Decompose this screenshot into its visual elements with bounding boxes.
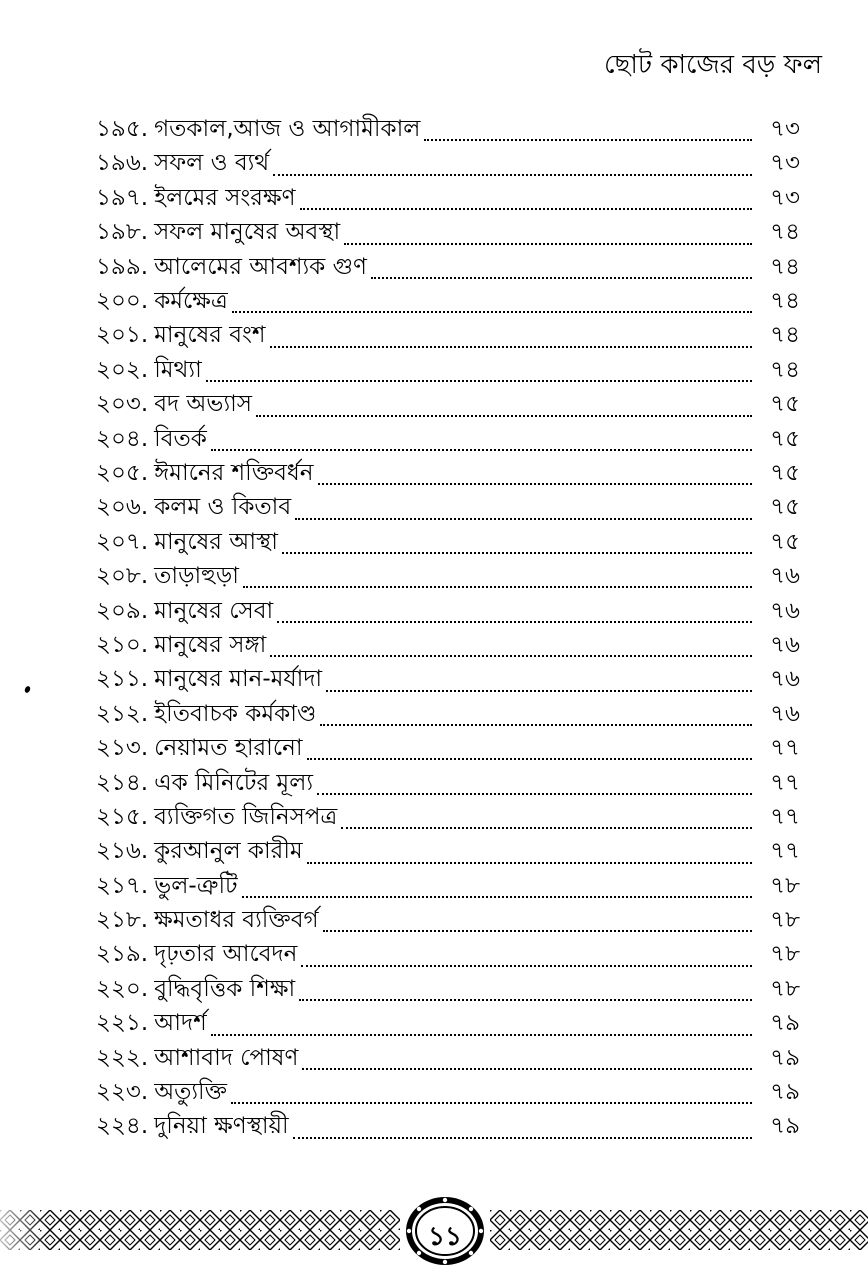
dotted-leader: [256, 415, 752, 417]
toc-entry-page: ৭৬: [770, 563, 800, 590]
toc-entry: [96, 108, 800, 142]
toc-entry-number: ২১২.: [96, 700, 149, 727]
toc-entry: [96, 658, 800, 692]
toc-entry-number: ২২১.: [96, 1010, 149, 1037]
toc-entry-number: ২১৮.: [96, 907, 149, 934]
toc-entry-number: ২২০.: [96, 975, 149, 1002]
toc-entry-title: মানুষের আস্থা: [154, 528, 278, 555]
toc-entry-number: ২১৬.: [96, 838, 149, 865]
toc-entry: [96, 452, 800, 486]
toc-entry: [96, 521, 800, 555]
toc-entry-page: ৭৩: [770, 116, 800, 143]
toc-entry: [96, 624, 800, 658]
toc-entry: [96, 1105, 800, 1139]
toc-entry-title: বদ অভ্যাস: [154, 391, 252, 418]
toc-entry-number: ২০৭.: [96, 528, 149, 555]
toc-entry-number: ২০৫.: [96, 460, 149, 486]
toc-entry-page: ৭৫: [770, 425, 800, 452]
toc-entry: [96, 761, 800, 795]
toc-entry-page: ৭৮: [770, 975, 800, 1002]
toc-entry-number: ২০২.: [96, 356, 149, 383]
toc-entry-page: ৭৮: [770, 907, 800, 934]
toc-entry-title: বিতর্ক: [154, 425, 207, 452]
toc-entry-title: কুরআনুল কারীম: [154, 838, 303, 865]
toc-entry-title: নেয়ামত হারানো: [154, 735, 303, 762]
dotted-leader: [318, 483, 753, 485]
dotted-leader: [326, 690, 752, 692]
toc-entry: [96, 968, 800, 1002]
toc-entry: [96, 693, 800, 727]
toc-entry: [96, 1002, 800, 1036]
toc-entry-page: ৭৬: [770, 700, 800, 727]
toc-entry-title: দৃঢ়তার আবেদন: [154, 941, 298, 968]
toc-entry: [96, 280, 800, 314]
toc-entry-page: ৭৫: [770, 460, 800, 486]
dotted-leader: [299, 999, 752, 1001]
dotted-leader: [344, 243, 752, 245]
toc-entry-title: মানুষের সঙ্গা: [154, 631, 267, 658]
toc-entry-title: ক্ষমতাধর ব্যক্তিবর্গ: [154, 907, 319, 934]
toc-entry-page: ৭৬: [770, 597, 800, 624]
toc-entry-page: ৭৯: [770, 1044, 800, 1071]
toc-entry-title: আশাবাদ পোষণ: [154, 1044, 299, 1071]
dotted-leader: [277, 621, 752, 623]
dotted-leader: [243, 586, 752, 588]
lattice-border-right: [490, 1210, 868, 1250]
toc-entry-page: ৭৪: [770, 356, 800, 383]
toc-entry-page: ৭৪: [770, 253, 800, 280]
toc-entry-title: সফল ও ব্যর্থ: [154, 150, 270, 177]
toc-entry-title: সফল মানুষের অবস্থা: [154, 219, 341, 246]
toc-entry-page: ৭৬: [770, 666, 800, 693]
toc-entry: [96, 899, 800, 933]
toc-entry-title: তাড়াহুড়া: [154, 563, 239, 590]
toc-entry-page: ৭৩: [770, 184, 800, 211]
toc-entry-page: ৭৫: [770, 391, 800, 418]
toc-entry-number: ২০৮.: [96, 563, 149, 590]
toc-entry-page: ৭৫: [770, 528, 800, 555]
toc-entry-page: ৭৪: [770, 219, 800, 246]
dotted-leader: [232, 311, 752, 313]
toc-entry: [96, 246, 800, 280]
dotted-leader: [293, 1137, 752, 1139]
toc-entry-title: ভুল-ত্রুটি: [154, 872, 238, 899]
toc-entry-title: ব্যক্তিগত জিনিসপত্র: [154, 803, 338, 830]
toc-entry: [96, 383, 800, 417]
toc-entry: [96, 211, 800, 245]
dotted-leader: [341, 827, 752, 829]
toc-entry: [96, 314, 800, 348]
toc-entry-page: ৭৮: [770, 941, 800, 968]
toc-entry-page: ৭৮: [770, 872, 800, 899]
toc-entry-page: ৭৯: [770, 1113, 800, 1140]
toc-entry-title: আলেমের আবশ্যক গুণ: [154, 253, 367, 280]
toc-entry-page: ৭৫: [770, 494, 800, 521]
dotted-leader: [242, 896, 752, 898]
toc-entry-page: ৭৪: [770, 288, 800, 315]
dotted-leader: [302, 1068, 752, 1070]
toc-entry-page: ৭৭: [770, 769, 800, 796]
toc-entry: [96, 142, 800, 176]
toc-entry-number: ২১৪.: [96, 769, 149, 796]
running-header: ছোট কাজের বড় ফল: [604, 50, 822, 80]
toc-entry-number: ২১১.: [96, 666, 149, 693]
lattice-border-left: [0, 1210, 400, 1250]
toc-entry: [96, 589, 800, 623]
page-footer: [0, 1192, 868, 1271]
toc-entry: [96, 349, 800, 383]
toc-entry-number: ১৯৭.: [96, 184, 149, 211]
dotted-leader: [270, 346, 752, 348]
toc-entry-number: ২১৩.: [96, 735, 149, 762]
dotted-leader: [317, 793, 752, 795]
toc-entry-title: বুদ্ধিবৃত্তিক শিক্ষা: [154, 975, 296, 1002]
dotted-leader: [300, 208, 753, 210]
toc-entry-page: ৭৬: [770, 631, 800, 658]
toc-entry-title: কর্মক্ষেত্র: [154, 288, 228, 315]
toc-entry-title: ইতিবাচক কর্মকাণ্ড: [154, 700, 317, 727]
dotted-leader: [320, 724, 752, 726]
toc-entry-title: মানুষের মান-মর্যাদা: [154, 666, 323, 693]
dotted-leader: [211, 1034, 752, 1036]
stray-ink-mark: [24, 685, 31, 693]
toc-entry-number: ১৯৬.: [96, 150, 149, 177]
toc-entry: [96, 1071, 800, 1105]
page-number: ১১: [428, 1222, 462, 1252]
toc-entry: [96, 418, 800, 452]
toc-entry-title: মিথ্যা: [154, 356, 202, 383]
toc-entry-number: ২০৬.: [96, 494, 149, 521]
dotted-leader: [301, 965, 752, 967]
dotted-leader: [371, 277, 752, 279]
toc-entry-number: ২০০.: [96, 288, 149, 315]
toc-entry-title: গতকাল,আজ ও আগামীকাল: [154, 116, 421, 143]
toc-entry-page: ৭৩: [770, 150, 800, 177]
toc-entry-number: ২০৪.: [96, 425, 149, 452]
dotted-leader: [273, 174, 752, 176]
toc-entry-number: ২২২.: [96, 1044, 149, 1071]
toc-entry-title: আদর্শ: [154, 1010, 207, 1037]
toc-entry-page: ৭৪: [770, 322, 800, 349]
dotted-leader: [307, 862, 752, 864]
toc-entry-number: ২০৩.: [96, 391, 149, 418]
toc-entry-number: ২২৪.: [96, 1113, 149, 1140]
toc-entry-title: মানুষের বংশ: [154, 322, 266, 349]
table-of-contents: [96, 108, 800, 1140]
toc-entry: [96, 727, 800, 761]
toc-entry: [96, 555, 800, 589]
toc-entry-title: কলম ও কিতাব: [154, 494, 292, 521]
toc-entry-title: মানুষের সেবা: [154, 597, 274, 624]
toc-entry-title: এক মিনিটের মূল্য: [154, 769, 313, 796]
toc-entry-number: ২১০.: [96, 631, 149, 658]
toc-entry-number: ২০৯.: [96, 597, 149, 624]
toc-entry: [96, 796, 800, 830]
toc-entry-number: ১৯৫.: [96, 116, 149, 143]
toc-entry: [96, 830, 800, 864]
toc-entry-number: ২২৩.: [96, 1079, 149, 1106]
toc-entry-title: ঈমানের শক্তিবর্ধন: [154, 460, 314, 486]
toc-entry-number: ১৯৯.: [96, 253, 149, 280]
dotted-leader: [206, 380, 752, 382]
toc-entry-number: ২০১.: [96, 322, 149, 349]
dotted-leader: [323, 930, 752, 932]
toc-entry-number: ২১৭.: [96, 872, 149, 899]
dotted-leader: [270, 655, 752, 657]
toc-entry-page: ৭৭: [770, 803, 800, 830]
toc-entry: [96, 933, 800, 967]
dotted-leader: [211, 449, 752, 451]
toc-entry: [96, 865, 800, 899]
toc-entry-page: ৭৯: [770, 1079, 800, 1106]
dotted-leader: [424, 139, 752, 141]
toc-entry-number: ১৯৮.: [96, 219, 149, 246]
rosette-medallion-icon: [404, 1196, 486, 1266]
dotted-leader: [295, 518, 752, 520]
dotted-leader: [231, 1102, 752, 1104]
toc-entry: [96, 486, 800, 520]
toc-entry: [96, 1037, 800, 1071]
toc-entry-page: ৭৭: [770, 838, 800, 865]
toc-entry-title: দুনিয়া ক্ষণস্থায়ী: [154, 1113, 289, 1140]
toc-entry-page: ৭৯: [770, 1010, 800, 1037]
toc-entry-title: ইলমের সংরক্ষণ: [154, 184, 296, 211]
toc-entry-title: অত্যুক্তি: [154, 1079, 227, 1106]
toc-entry-number: ২১৫.: [96, 803, 149, 830]
dotted-leader: [282, 552, 752, 554]
toc-entry-number: ২১৯.: [96, 941, 149, 968]
dotted-leader: [307, 758, 753, 760]
toc-entry-page: ৭৭: [770, 735, 800, 762]
toc-entry: [96, 177, 800, 211]
